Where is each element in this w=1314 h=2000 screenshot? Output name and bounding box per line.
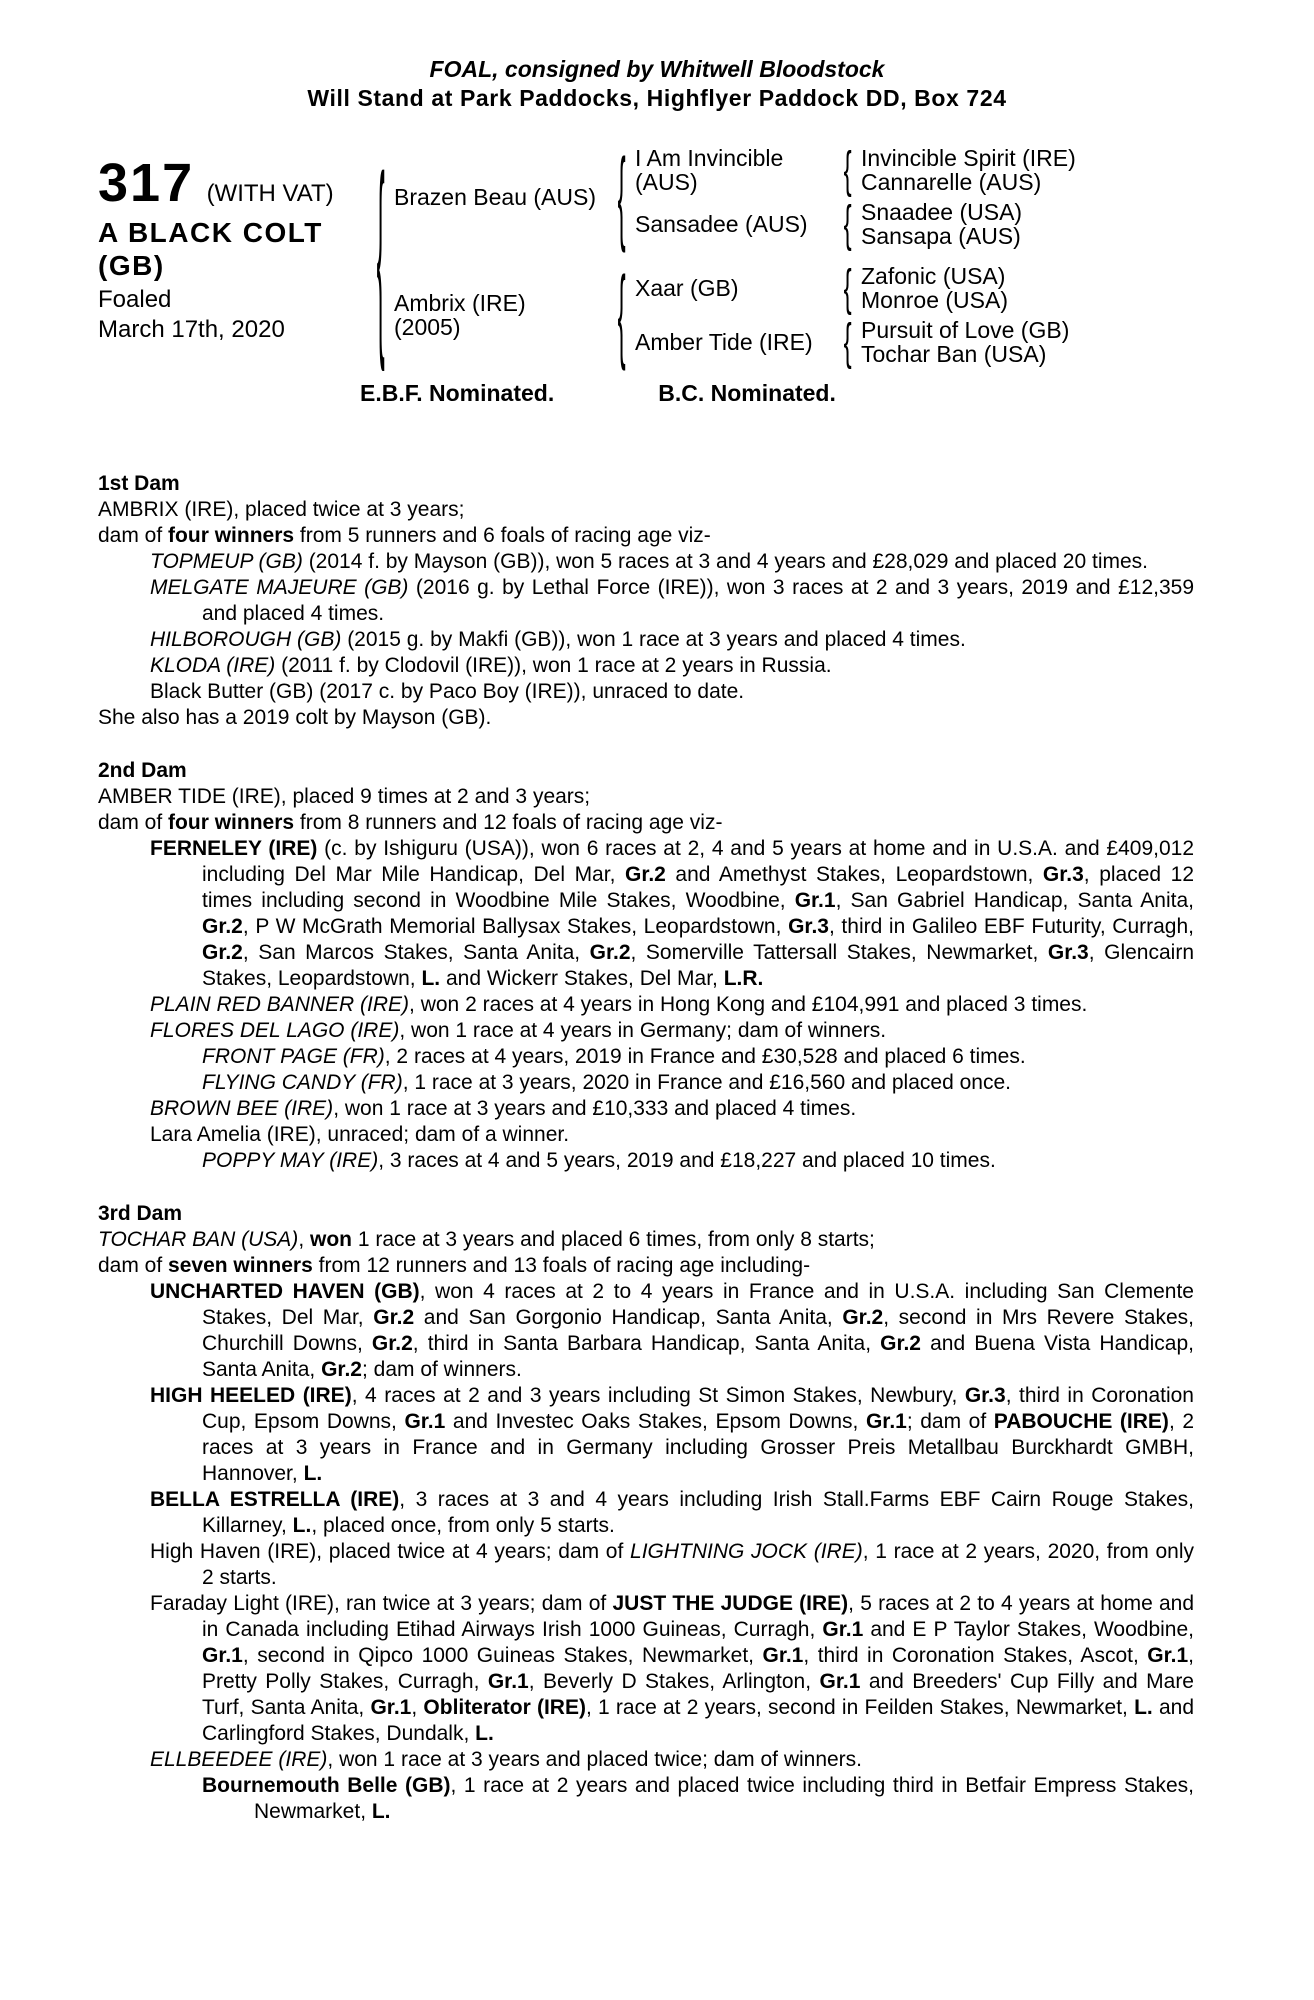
dam-brace-icon: { (617, 257, 626, 373)
pedigree-paragraph: TOPMEUP (GB) (2014 f. by Mayson (GB)), won 5 races at 3 and 4 years and £28,029 and placed 20 times. (150, 550, 1149, 573)
pedigree-paragraph: FRONT PAGE (FR), 2 races at 4 years, 2019 in France and £30,528 and placed 6 times. (202, 1045, 1026, 1068)
dam-sections (98, 471, 1194, 1825)
pedigree-paragraph: Lara Amelia (IRE), unraced; dam of a winner. (150, 1123, 570, 1146)
pedigree-paragraph: HILBOROUGH (GB) (2015 g. by Makfi (GB)), won 1 race at 3 years and placed 4 times. (150, 628, 966, 651)
maternal-granddam-parents (861, 318, 1141, 366)
consignment-line: FOAL, consigned by Whitwell Bloodstock (429, 56, 885, 82)
pedigree-paragraph: High Haven (IRE), placed twice at 4 years; dam of LIGHTNING JOCK (IRE), 1 race at 2 years, 2020, from only 2 starts. (150, 1540, 1195, 1589)
lot-description (98, 216, 368, 282)
pedigree-paragraph: KLODA (IRE) (2011 f. by Clodovil (IRE)), won 1 race at 2 years in Russia. (150, 654, 832, 677)
dam-section (98, 471, 1194, 731)
pedigree-sire-dam: Sansadee (AUS) (635, 211, 808, 237)
maternal-grandsire-parents (861, 264, 1141, 312)
lot-description-line2: (GB) (98, 250, 165, 281)
pedigree-dam-sire: Xaar (GB) (635, 275, 739, 301)
generation-1 (394, 139, 1141, 373)
pedigree-dam-sire-dam: Monroe (USA) (861, 287, 1008, 313)
pedigree-sire-sire-sire: Invincible Spirit (IRE) (861, 145, 1076, 171)
pedigree-paragraph: MELGATE MAJEURE (GB) (2016 g. by Lethal Force (IRE)), won 3 races at 2 and 3 years, 2019 and £12,359 and placed 4 times. (150, 576, 1195, 625)
dam-section (98, 758, 1194, 1174)
foaled-date: March 17th, 2020 (98, 316, 285, 343)
pedigree-dam-dam: Amber Tide (IRE) (635, 329, 813, 355)
dam-section (98, 1201, 1194, 1825)
pedigree-paragraph: AMBER TIDE (IRE), placed 9 times at 2 and 3 years; (98, 785, 591, 808)
dam-branch (394, 257, 1141, 373)
foaled-label: Foaled (98, 286, 172, 313)
pedigree-paragraph: dam of seven winners from 12 runners and 13 foals of racing age including- (98, 1254, 811, 1277)
vat-note: (WITH VAT) (206, 180, 334, 207)
pedigree-paragraph: POPPY MAY (IRE), 3 races at 4 and 5 years, 2019 and £18,227 and placed 10 times. (202, 1149, 996, 1172)
pedigree-table (98, 137, 1314, 375)
pedigree-paragraph: FLORES DEL LAGO (IRE), won 1 race at 4 years in Germany; dam of winners. (150, 1019, 887, 1042)
bc-nominated-label: B.C. Nominated. (658, 380, 836, 406)
pedigree-paragraph: She also has a 2019 colt by Mayson (GB). (98, 706, 492, 729)
sire-parents (635, 142, 1141, 252)
pedigree-sire-dam-sire: Snaadee (USA) (861, 199, 1023, 225)
pedigree-sire-sire: I Am Invincible (AUS) (635, 145, 784, 195)
ebf-nominated-label: E.B.F. Nominated. (360, 380, 555, 406)
pedigree-dam (394, 291, 609, 339)
pedigree-dam-name: Ambrix (IRE) (394, 290, 526, 316)
lot-info (98, 146, 368, 345)
maternal-granddam-brace-icon: { (843, 314, 852, 370)
paternal-granddam-branch (635, 196, 1141, 252)
pedigree-dam-dam-sire: Pursuit of Love (GB) (861, 317, 1070, 343)
pedigree-paragraph: dam of four winners from 8 runners and 12 foals of racing age viz- (98, 811, 723, 834)
pedigree-sire-sire-dam: Cannarelle (AUS) (861, 169, 1042, 195)
page-header (0, 0, 1314, 112)
pedigree-paragraph: UNCHARTED HAVEN (GB), won 4 races at 2 to 4 years in France and in U.S.A. including San Clemente Stakes, Del Mar, Gr.2 and San Gorgonio Handicap, Santa Anita, Gr.2, second in Mrs Revere Stakes, Churchill Downs, Gr.2, third in Santa Barbara Handicap, Santa Anita, Gr.2 and Buena Vista Handicap, Santa Anita, Gr.2; dam of winners. (150, 1280, 1194, 1381)
section-title: 3rd Dam (98, 1202, 183, 1225)
pedigree-paragraph: BROWN BEE (IRE), won 1 race at 3 years and £10,333 and placed 4 times. (150, 1097, 857, 1120)
pedigree-tree (368, 137, 1141, 375)
pedigree-paragraph: ELLBEEDEE (IRE), won 1 race at 3 years and placed twice; dam of winners. (150, 1748, 863, 1771)
pedigree-paragraph: AMBRIX (IRE), placed twice at 3 years; (98, 498, 465, 521)
maternal-granddam-branch (635, 314, 1141, 370)
paternal-granddam-parents (861, 200, 1141, 248)
pedigree-paragraph: PLAIN RED BANNER (IRE), won 2 races at 4 years in Hong Kong and £104,991 and placed 3 times. (150, 993, 1088, 1016)
section-title: 1st Dam (98, 472, 180, 495)
lot-number: 317 (98, 153, 195, 213)
sire-brace-icon: { (617, 139, 626, 255)
root-brace-icon: { (376, 137, 385, 375)
pedigree-dam-year: (2005) (394, 314, 461, 340)
lot-number-line (98, 153, 368, 213)
pedigree-paragraph: BELLA ESTRELLA (IRE), 3 races at 3 and 4 years including Irish Stall.Farms EBF Cairn Rouge Stakes, Killarney, L., placed once, from only 5 starts. (150, 1488, 1195, 1537)
paternal-grandsire-brace-icon: { (843, 142, 852, 198)
lot-description-line1: A BLACK COLT (98, 217, 323, 248)
pedigree-paragraph: HIGH HEELED (IRE), 4 races at 2 and 3 years including St Simon Stakes, Newbury, Gr.3, third in Coronation Cup, Epsom Downs, Gr.1 and Investec Oaks Stakes, Epsom Downs, Gr.1; dam of PABOUCHE (IRE), 2 races at 3 years in France and in Germany including Grosser Preis Metallbau Burckhardt GMBH, Hannover, L. (150, 1384, 1195, 1485)
foaled-block (98, 285, 368, 345)
pedigree-paragraph: FLYING CANDY (FR), 1 race at 3 years, 2020 in France and £16,560 and placed once. (202, 1071, 1011, 1094)
paternal-grandsire-parents (861, 146, 1141, 194)
sire-branch (394, 139, 1141, 255)
stand-location-line: Will Stand at Park Paddocks, Highflyer Paddock DD, Box 724 (307, 85, 1007, 111)
dam-parents (635, 260, 1141, 370)
pedigree-paragraph: Black Butter (GB) (2017 c. by Paco Boy (IRE)), unraced to date. (150, 680, 745, 703)
pedigree-paragraph: Faraday Light (IRE), ran twice at 3 years; dam of JUST THE JUDGE (IRE), 5 races at 2 to 4 years at home and in Canada including Etihad Airways Irish 1000 Guineas, Curragh, Gr.1 and E P Taylor Stakes, Woodbine, Gr.1, second in Qipco 1000 Guineas Stakes, Newmarket, Gr.1, third in Coronation Stakes, Ascot, Gr.1, Pretty Polly Stakes, Curragh, Gr.1, Beverly D Stakes, Arlington, Gr.1 and Breeders' Cup Filly and Mare Turf, Santa Anita, Gr.1, Obliterator (IRE), 1 race at 2 years, second in Feilden Stakes, Newmarket, L. and Carlingford Stakes, Dundalk, L. (150, 1592, 1195, 1745)
maternal-grandsire-branch (635, 260, 1141, 316)
section-title: 2nd Dam (98, 759, 187, 782)
pedigree-paragraph: Bournemouth Belle (GB), 1 race at 2 years and placed twice including third in Betfair Empress Stakes, Newmarket, L. (202, 1774, 1194, 1823)
maternal-grandsire-brace-icon: { (843, 260, 852, 316)
nominations (360, 380, 1314, 407)
pedigree-sire: Brazen Beau (AUS) (394, 184, 596, 210)
paternal-granddam-brace-icon: { (843, 196, 852, 252)
pedigree-paragraph: TOCHAR BAN (USA), won 1 race at 3 years and placed 6 times, from only 8 starts; (98, 1228, 875, 1251)
pedigree-dam-dam-dam: Tochar Ban (USA) (861, 341, 1047, 367)
pedigree-paragraph: dam of four winners from 5 runners and 6 foals of racing age viz- (98, 524, 711, 547)
pedigree-sire-dam-dam: Sansapa (AUS) (861, 223, 1021, 249)
pedigree-dam-sire-sire: Zafonic (USA) (861, 263, 1006, 289)
paternal-grandsire-branch (635, 142, 1141, 198)
pedigree-paragraph: FERNELEY (IRE) (c. by Ishiguru (USA)), won 6 races at 2, 4 and 5 years at home and in U.S.A. and £409,012 including Del Mar Mile Handicap, Del Mar, Gr.2 and Amethyst Stakes, Leopardstown, Gr.3, placed 12 times including second in Woodbine Mile Stakes, Woodbine, Gr.1, San Gabriel Handicap, Santa Anita, Gr.2, P W McGrath Memorial Ballysax Stakes, Leopardstown, Gr.3, third in Galileo EBF Futurity, Curragh, Gr.2, San Marcos Stakes, Santa Anita, Gr.2, Somerville Tattersall Stakes, Newmarket, Gr.3, Glencairn Stakes, Leopardstown, L. and Wickerr Stakes, Del Mar, L.R. (150, 837, 1195, 990)
